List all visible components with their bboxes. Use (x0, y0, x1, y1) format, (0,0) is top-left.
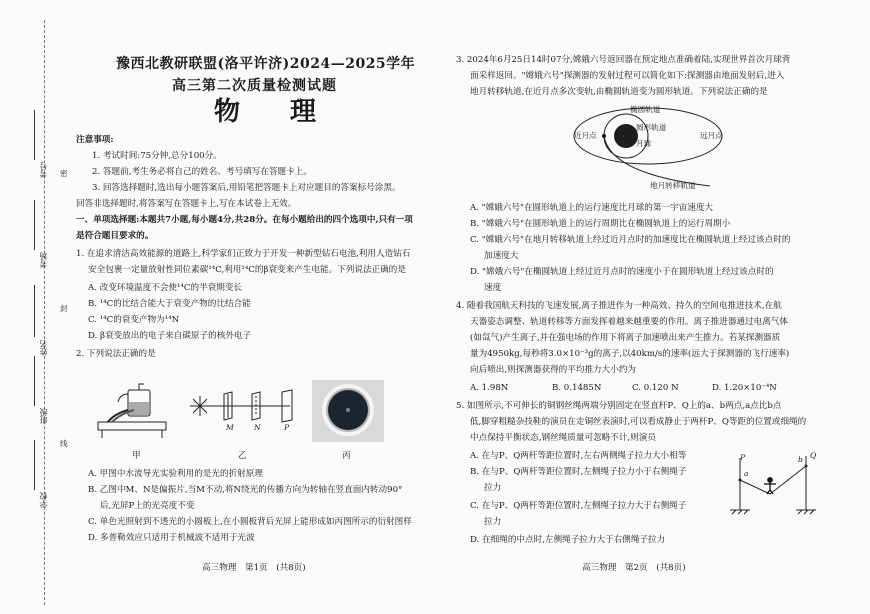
q3-label-near: 近月点 (574, 131, 597, 140)
exam-organization: 豫西北教研联盟(洛平许济)2024—2025学年 (116, 56, 416, 72)
q5-option-a: A. 在与P、Q两杆等距位置时,左右两侧绳子拉力大小相等 (470, 451, 687, 461)
notice-item-1: 1. 考试时间:75分钟,总分100分。 (92, 151, 222, 161)
binding-feng-mark: 封 (60, 304, 68, 313)
section1-heading: 一、单项选择题:本题共7小题,每小题4分,共28分。在每小题给出的四个选项中,只有一项 (76, 215, 413, 225)
q3-label-transfer: 地月转移轨道 (650, 181, 696, 190)
q3-label-circle: 圆形轨道 (636, 123, 667, 132)
binding-mi-mark: 密 (60, 169, 68, 178)
notice-item-3: 3. 回答选择题时,选出每小题答案后,用铅笔把答题卡上对应题目的答案标号涂黑。 (92, 183, 401, 193)
q5-stem-line2: 低,脚穿粗糙杂技鞋的演员在走铜丝表演时,可以看成静止于两杆P、Q等距的位置或细绳的 (470, 417, 807, 427)
q5-stem-line3: 中点保持平衡状态,钢丝绳质量可忽略不计,则演员 (470, 433, 656, 443)
q5-label-q: Q (810, 451, 817, 460)
xuexiao-fill-line (34, 440, 35, 490)
q4-stem-line4: 量为4950kg,每秒将3.0×10⁻³g的离子,以40km/s的速率(远大于探测器的飞行速率) (470, 349, 790, 359)
q2-label-m: M (226, 423, 234, 432)
q1-option-a: A. 改变环境温度不会使¹⁴C的半衰期变长 (88, 283, 243, 293)
binding-kaochang-label: 考场 (39, 252, 48, 268)
binding-banji-label: 班级 (39, 408, 48, 424)
q3-option-d-line1: D. "嫦娥六号"在椭圆轨道上经过近月点时的速度小于在圆形轨道上经过该点时的 (470, 267, 774, 277)
kaochang-fill-line (34, 200, 35, 250)
q1-option-c: C. ¹⁴C的衰变产物为¹⁴N (88, 315, 180, 325)
binding-xian-mark: 线 (60, 439, 68, 448)
q2-figure-jia (94, 380, 178, 442)
q4-option-d: D. 1.20×10⁻⁴N (712, 383, 777, 393)
q5-label-a: a (744, 469, 749, 478)
kaohao-fill-line (34, 110, 35, 160)
q4-stem-line5: 向后喷出,则探测器获得的平均推力大小约为 (470, 365, 637, 375)
q4-stem-line1: 4. 随着我国航天科技的飞速发展,离子推进作为一种高效、持久的空间电推进技术,在航 (456, 301, 782, 311)
q2-option-d: D. 多普勒效应只适用于机械波不适用于光波 (88, 533, 255, 543)
q1-option-b: B. ¹⁴C的比结合能大于衰变产物的比结合能 (88, 299, 251, 309)
q4-option-c: C. 0.120 N (632, 383, 679, 393)
subject-title: 物 理 (214, 97, 329, 127)
q5-option-d: D. 在细绳的中点时,左侧绳子拉力大于右侧绳子拉力 (470, 535, 666, 545)
binding-xingming-label: 姓名 (39, 340, 48, 356)
notice-title: 注意事项: (76, 135, 114, 145)
q2-label-yi: 乙 (238, 451, 247, 461)
q5-label-p: P (740, 453, 746, 462)
q2-option-a: A. 甲图中水流导光实验利用的是光的折射原理 (88, 469, 263, 479)
notice-item-4: 回答非选择题时,将答案写在答题卡上,写在本试卷上无效。 (76, 199, 297, 209)
q5-label-b: b (798, 455, 803, 464)
q4-stem-line2: 天器姿态调整、轨道转移等方面发挥着越来越重要的作用。离子推进器通过电离气体 (470, 317, 788, 327)
q3-label-ellipse: 椭圆轨道 (630, 105, 661, 114)
q3-option-d-line2: 速度 (484, 283, 502, 293)
q5-option-b-line1: B. 在与P、Q两杆等距位置时,左侧绳子拉力小于右侧绳子 (470, 467, 687, 477)
q3-option-b: B. "嫦娥六号"在圆形轨道上的运行周期比在椭圆轨道上的运行周期小 (470, 219, 731, 229)
q2-label-p: P (284, 423, 290, 432)
xingming-fill-line (34, 285, 35, 337)
binding-kaohao-label: 考号 (39, 162, 48, 178)
q3-option-c-line2: 加速度大 (484, 251, 519, 261)
q4-stem-line3: (如氙气)产生离子,并在强电场的作用下将离子加速喷出来产生推力。若某探测器质 (470, 333, 781, 343)
section1-heading-cont: 是符合题目要求的。 (76, 231, 154, 241)
binding-dashed-line (44, 20, 45, 605)
q5-option-c-line2: 拉力 (484, 517, 502, 527)
q2-option-c: C. 单色光照射到不透光的小圆板上,在小圆板背后光屏上能形成如丙图所示的衍射图样 (88, 517, 412, 527)
exam-title: 高三第二次质量检测试题 (172, 78, 337, 94)
q2-stem: 2. 下列说法正确的是 (76, 349, 156, 359)
q1-stem-line2: 安全包裹一定量放射性同位素碳¹⁴C,利用¹⁴C的β衰变来产生电能。下列说法正确的是 (88, 265, 406, 275)
q2-label-n: N (254, 423, 261, 432)
q1-stem-line1: 1. 在追求清洁高效能源的道路上,科学家们正致力于开发一种新型钻石电池,利用人造钻石 (76, 249, 411, 259)
q3-option-c-line1: C. "嫦娥六号"在地月转移轨道上经过近月点时的加速度比在椭圆轨道上经过该点时的 (470, 235, 791, 245)
q4-option-b: B. 0.1485N (552, 383, 602, 393)
q2-option-b-line1: B. 乙图中M、N是偏振片,当M不动,将N绕光的传播方向为转轴在竖直面内转动90° (88, 485, 403, 495)
q3-stem-line3: 地月转移轨道,在近月点多次变轨,由椭圆轨道变为圆形轨道。下列说法正确的是 (470, 87, 768, 97)
q3-stem-line1: 3. 2024年6月25日14时07分,嫦娥六号返回器在预定地点准确着陆,实现世界首次月球背 (456, 55, 791, 65)
q2-option-b-line2: 后,光屏P上的光亮度不变 (100, 501, 195, 511)
q3-stem-line2: 面采样返回。"嫦娥六号"探测器的发射过程可以简化如下:探测器由地面发射后,进入 (470, 71, 785, 81)
banji-fill-line (34, 356, 35, 406)
q1-option-d: D. β衰变放出的电子来自碳原子的核外电子 (88, 331, 252, 341)
q5-stem-line1: 5. 如图所示,不可伸长的铜钢丝绳两端分别固定在竖直杆P、Q上的a、b两点,a点比b点 (456, 401, 782, 411)
q5-option-c-line1: C. 在与P、Q两杆等距位置时,左侧绳子拉力大于右侧绳子 (470, 501, 687, 511)
footer-page-1: 高三物理 第1页 (共8页) (202, 563, 306, 573)
q2-label-bing: 丙 (342, 451, 351, 461)
q2-label-jia: 甲 (132, 451, 141, 461)
q5-option-b-line2: 拉力 (484, 483, 502, 493)
q4-option-a: A. 1.98N (470, 383, 509, 393)
q2-figure-bing (312, 380, 384, 442)
q3-option-a: A. "嫦娥六号"在圆形轨道上的运行速度比月球的第一宇宙速度大 (470, 203, 714, 213)
notice-item-2: 2. 答题前,考生务必将自己的姓名、考号填写在答题卡上。 (92, 167, 312, 177)
footer-page-2: 高三物理 第2页 (共8页) (582, 563, 686, 573)
binding-xuexiao-label: 学校 (39, 492, 48, 508)
q3-label-far: 远月点 (700, 131, 723, 140)
q3-label-moon: 月球 (636, 139, 652, 148)
